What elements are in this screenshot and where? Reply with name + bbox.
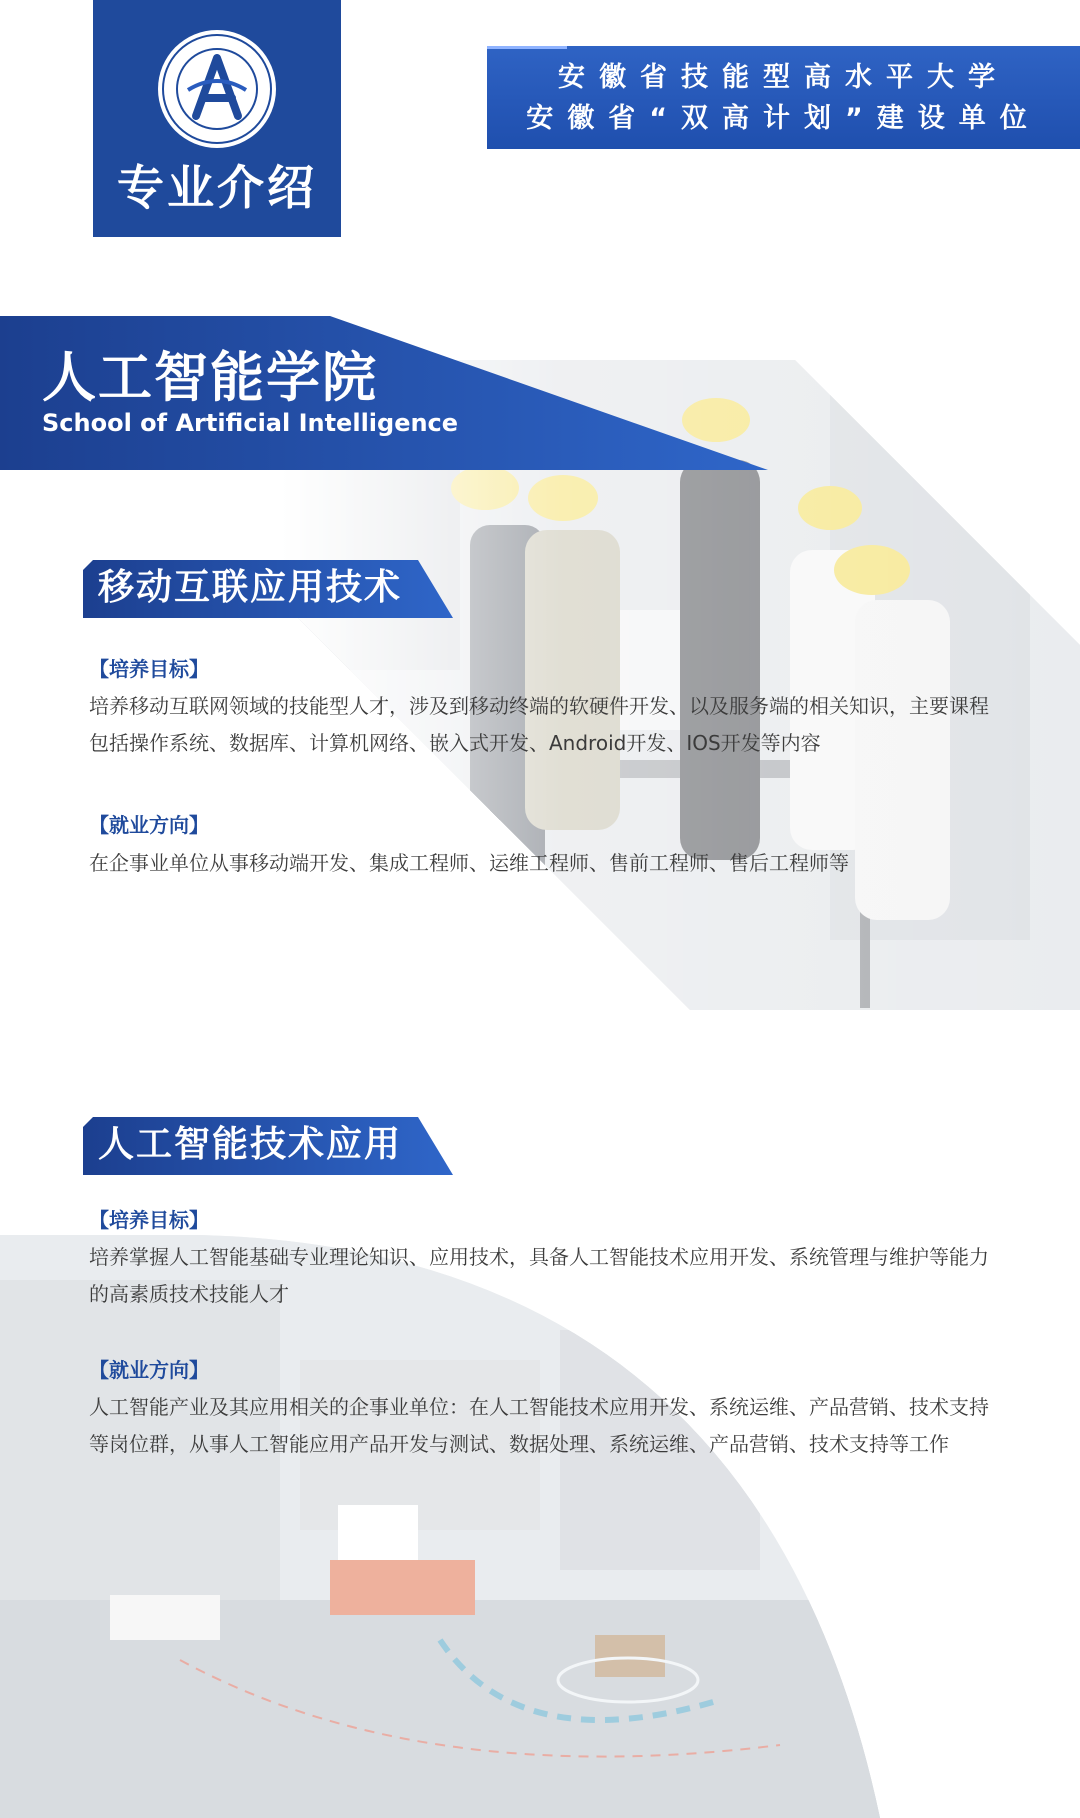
major-2-career-text: 人工智能产业及其应用相关的企事业单位：在人工智能技术应用开发、系统运维、产品营销、技术支持等岗位群，从事人工智能应用产品开发与测试、数据处理、系统运维、产品营销、技术支持等工作 [89, 1395, 989, 1456]
school-name-en: School of Artificial Intelligence [42, 409, 459, 437]
major-1-career-label: 【就业方向】 [89, 813, 209, 837]
major-1-title: 移动互联应用技术 [98, 566, 403, 608]
banner-line-2: 安徽省“双高计划”建设单位 [526, 103, 1041, 134]
major-2-title: 人工智能技术应用 [98, 1123, 403, 1165]
school-name-cn: 人工智能学院 [42, 346, 378, 409]
major-1-goal-text: 培养移动互联网领域的技能型人才，涉及到移动终端的软硬件开发、以及服务端的相关知识，主要课程包括操作系统、数据库、计算机网络、嵌入式开发、Android开发、IOS开发等内容 [89, 694, 989, 755]
major-1-goal-label: 【培养目标】 [89, 657, 209, 681]
major-2-header [83, 1117, 453, 1175]
major-2-goal-label: 【培养目标】 [89, 1208, 209, 1232]
banner-line-1: 安徽省技能型高水平大学 [558, 62, 1009, 93]
major-1-career-text: 在企事业单位从事移动端开发、集成工程师、运维工程师、售前工程师、售后工程师等 [89, 851, 849, 875]
intro-title: 专业介绍 [117, 161, 317, 216]
major-2-career-label: 【就业方向】 [89, 1358, 209, 1382]
major-2-goal-text: 培养掌握人工智能基础专业理论知识、应用技术，具备人工智能技术应用开发、系统管理与维护等能力的高素质技术技能人才 [89, 1245, 989, 1306]
major-1-header [83, 560, 453, 618]
